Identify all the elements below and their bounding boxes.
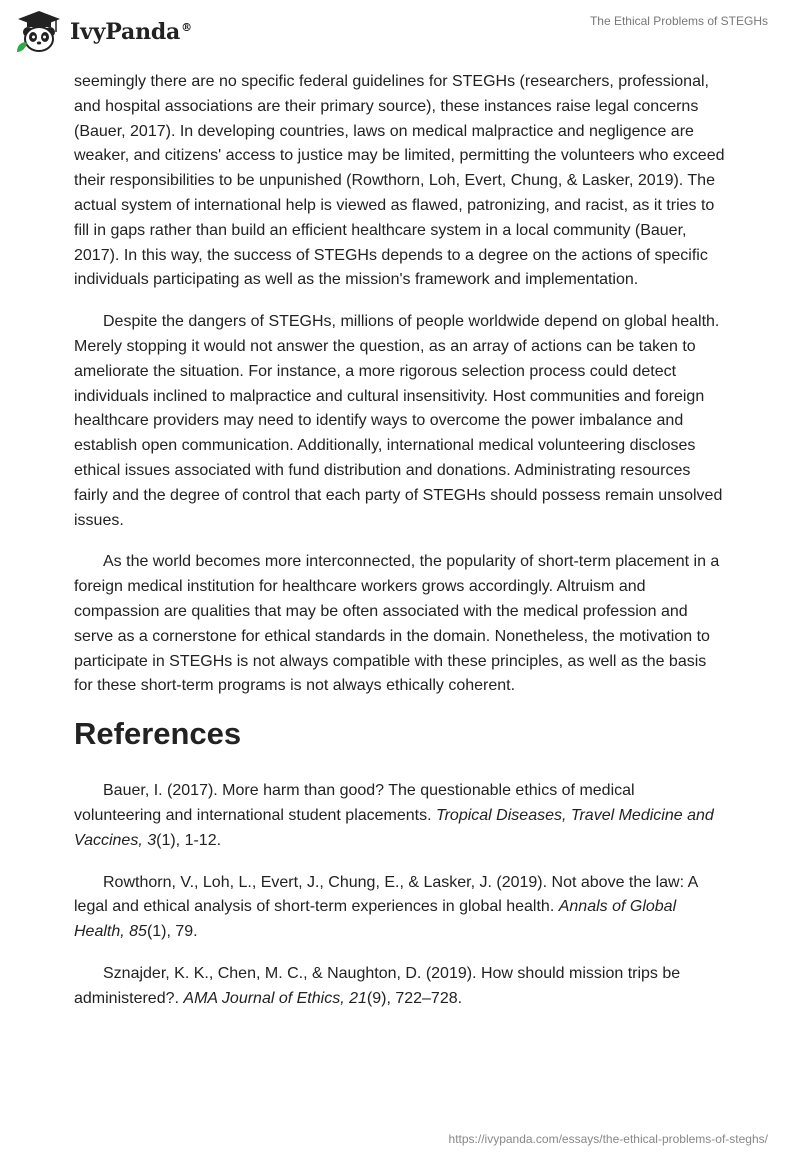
reference-item: Sznajder, K. K., Chen, M. C., & Naughton, D. (2019). How should mission trips be administered?. AMA Journal of Ethics, 21(9), 722–728.	[74, 964, 681, 1007]
journal-title: Tropical Diseases, Travel Medicine and Vaccines, 3	[74, 806, 714, 849]
references-heading: References	[74, 716, 242, 752]
journal-title: Annals of Global Health, 85	[74, 898, 677, 941]
body-paragraph: As the world becomes more interconnected, the popularity of short-term placement in a foreign medical institution for healthcare workers grows accordingly. Altruism and compassion are qualities that may be often associated with the medical profession and serve as a cornerstone for ethical standards in the domain. Nonetheless, the motivation to participate in STEGHs is not always compatible with these principles, as well as the basis for these short-term programs is not always ethically coherent.	[74, 553, 720, 695]
essay-content	[74, 70, 726, 1029]
brand-name: IvyPanda®	[70, 19, 192, 45]
reference-item: Bauer, I. (2017). More harm than good? The questionable ethics of medical volunteering and international student placements. Tropical Diseases, Travel Medicine and Vaccines, 3(1), 1-12.	[74, 782, 714, 849]
panda-graduate-icon	[14, 10, 64, 54]
reference-item: Rowthorn, V., Loh, L., Evert, J., Chung, E., & Lasker, J. (2019). Not above the law: A legal and ethical analysis of short-term experiences in global health. Annals of Global Health, 85(1), 79.	[74, 873, 698, 941]
document-title: The Ethical Problems of STEGHs	[589, 14, 768, 28]
source-url-link[interactable]: https://ivypanda.com/essays/the-ethical-problems-of-steghs/	[448, 1132, 768, 1146]
ivypanda-logo[interactable]	[14, 10, 192, 54]
body-paragraph: seemingly there are no specific federal guidelines for STEGHs (researchers, professional, and hospital associations are their primary source), these instances raise legal concerns (Bauer, 2017). In developing countries, laws on medical malpractice and negligence are weaker, and citizens' access to justice may be limited, permitting the volunteers who exceed their responsibilities to be unpunished (Rowthorn, Loh, Evert, Chung, & Lasker, 2019). The actual system of international help is viewed as flawed, patronizing, and racist, as it tries to fill in gaps rather than build an efficient healthcare system in a local community (Bauer, 2017). In this way, the success of STEGHs depends to a degree on the actions of specific individuals participating as well as the mission's framework and implementation.	[74, 73, 725, 289]
journal-title: AMA Journal of Ethics, 21	[183, 989, 367, 1007]
body-paragraph: Despite the dangers of STEGHs, millions of people worldwide depend on global health. Merely stopping it would not answer the question, as an array of actions can be taken to ameliorate the situation. For instance, a more rigorous selection process could detect individuals inclined to malpractice and cultural insensitivity. Host communities and foreign healthcare providers may need to identify ways to overcome the power imbalance and establish open communication. Additionally, international medical volunteering discloses ethical issues associated with fund distribution and donations. Administrating resources fairly and the degree of control that each party of STEGHs should possess remain unsolved issues.	[74, 313, 723, 529]
page-header	[0, 0, 800, 72]
